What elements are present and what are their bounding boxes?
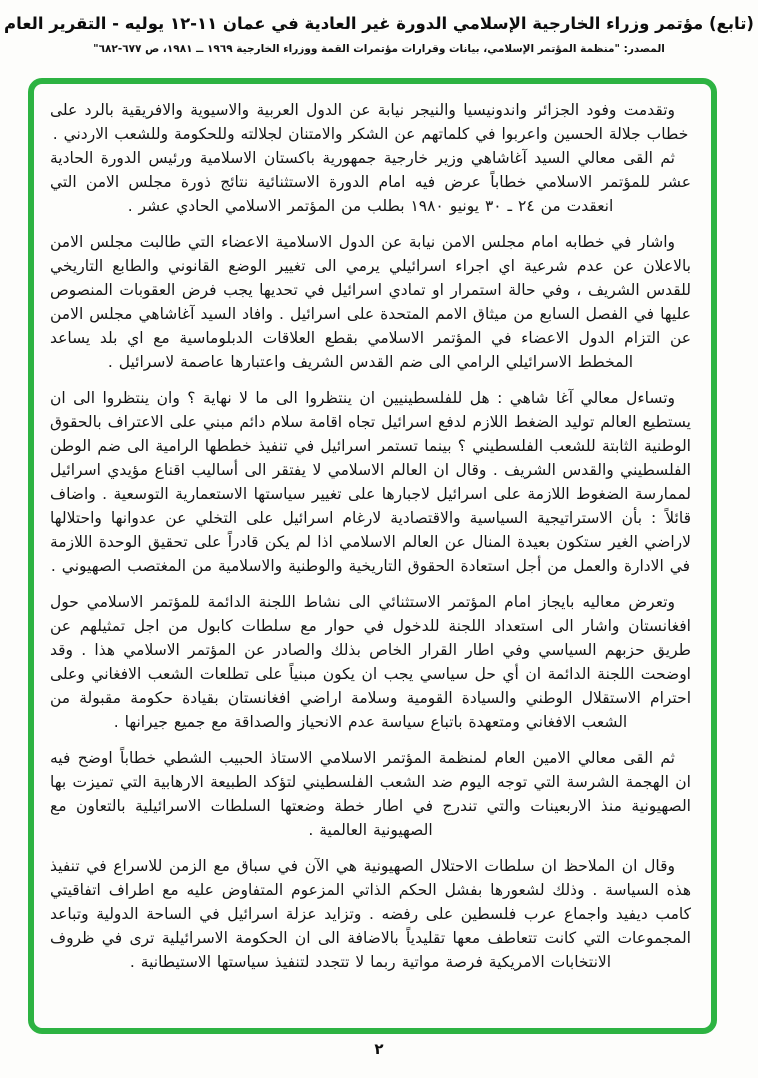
document-header <box>0 12 758 56</box>
paragraph: ثم القى معالي الامين العام لمنظمة المؤتمر الاسلامي الاستاذ الحبيب الشطي خطاباً اوضح فيه ان الهجمة الشرسة التي توجه اليوم ضد الشعب الفلسطيني لتؤكد الطبيعة الارهابية التي تميزت بها الصهيونية منذ الاربعينات والتي تندرج في اطار خطة وضعتها السلطات الاسرائيلية بالتعاون مع الصهيونية العالمية . <box>50 749 691 839</box>
paragraph: وقال ان الملاحظ ان سلطات الاحتلال الصهيونية هي الآن في سباق مع الزمن للاسراع في تنفيذ هذه السياسة . وذلك لشعورها بفشل الحكم الذاتي المزعوم المتفاوض عليه مع اطراف اتفاقيتي كامب ديفيد واجماع عرب فلسطين على رفضه . وتزايد عزلة اسرائيل في الساحة الدولية وتباعد المجموعات التي كانت تتعاطف معها تقليدياً بالاضافة الى ان الحكومة الاسرائيلية ترى في ظروف الانتخابات الامريكية فرصة مواتية ربما لا تتجدد لتنفيذ سياستها الاستيطانية . <box>50 857 691 971</box>
document-title: (تابع) مؤتمر وزراء الخارجية الإسلامي الدورة غير العادية في عمان ١١-١٢ يوليه - التقرير العام <box>4 14 754 33</box>
paragraph: وتساءل معالي آغا شاهي : هل للفلسطينيين ان ينتظروا الى ما لا نهاية ؟ وان ينتظروا الى ان يستطيع العالم توليد الضغط اللازم لدفع اسرائيل تجاه اقامة سلام دائم مبني على الاعتراف بالحقوق الوطنية الثابتة للشعب الفلسطيني ؟ بينما تستمر اسرائيل في تنفيذ خططها الرامية الى ضم الوطن الفلسطيني والقدس الشريف . وقال ان العالم الاسلامي لا يفتقر الى أساليب اقناع مؤيدي اسرائيل لممارسة الضغوط اللازمة على اسرائيل لاجبارها على تغيير سياستها الاستعمارية التوسعية . واضاف قائلاً : بأن الاستراتيجية السياسية والاقتصادية لارغام اسرائيل على التخلي عن عدوانها واحتلالها لاراضي الغير ستكون بعيدة المنال عن العالم الاسلامي اذا لم يكن قادراً على تحقيق الوحدة اللازمة في الادارة والعمل من أجل استعادة الحقوق التاريخية والوطنية والاسلامية من المغتصب الصهيوني . <box>50 389 691 575</box>
green-border-frame <box>28 78 717 1034</box>
paragraph: وتعرض معاليه بايجاز امام المؤتمر الاستثنائي الى نشاط اللجنة الدائمة للمؤتمر الاسلامي حول افغانستان واشار الى استعداد اللجنة للدخول في حوار مع سلطات كابول من اجل تمثيلهم عن طريق حزبهم السياسي وفي اطار القرار الخاص بذلك والصادر عن المؤتمر الاسلامي هذا . وقد اوضحت اللجنة الدائمة ان أي حل سياسي يجب ان يكون مبنياً على تطلعات الشعب الافغاني وعلى احترام الاستقلال الوطني والسيادة القومية وسلامة اراضي افغانستان بقيادة حكومة مقبولة من الشعب الافغاني ومتعهدة باتباع سياسة عدم الانحياز والصداقة مع جميع جيرانها . <box>50 593 691 731</box>
source-citation-line: المصدر: "منظمة المؤتمر الإسلامي، بيانات وقرارات مؤتمرات القمة ووزراء الخارجية ١٩٦٩ ــ ١٩٨١، ص ٦٧٧-٦٨٢" <box>93 43 665 55</box>
page-number: ٢ <box>374 1040 384 1058</box>
paragraph: وتقدمت وفود الجزائر واندونيسيا والنيجر نيابة عن الدول العربية والاسيوية والافريقية بالرد على خطاب جلالة الحسين واعربوا في كلماتهم عن الشكر والامتنان لجلالته وللحكومة وللشعب الاردني . <box>50 101 689 143</box>
paragraph: ثم القى معالي السيد آغاشاهي وزير خارجية جمهورية باكستان الاسلامية ورئيس الدورة الحادية عشر للمؤتمر الاسلامي خطاباً عرض فيه امام الدورة الاستثنائية نتائج ذورة مجلس الامن التي انعقدت من ٢٤ ـ ٣٠ يونيو ١٩٨٠ بطلب من المؤتمر الاسلامي الحادي عشر . <box>50 149 691 215</box>
paragraph: واشار في خطابه امام مجلس الامن نيابة عن الدول الاسلامية الاعضاء التي طالبت مجلس الامن بالاعلان عن عدم شرعية اي اجراء اسرائيلي يرمي الى تغيير الوضع القانوني والطابع التاريخي للقدس الشريف ، وفي حالة استمرار او تمادي اسرائيل في تحديها يجب فرض العقوبات المنصوص عليها في الفصل السابع من ميثاق الامم المتحدة على اسرائيل . وافاد السيد آغاشاهي مجلس الامن عن التزام الدول الاعضاء في المؤتمر الاسلامي بقطع العلاقات الدبلوماسية مع اي بلد يساعد المخطط الاسرائيلي الرامي الى ضم القدس الشريف واعتبارها عاصمة لاسرائيل . <box>50 233 691 371</box>
